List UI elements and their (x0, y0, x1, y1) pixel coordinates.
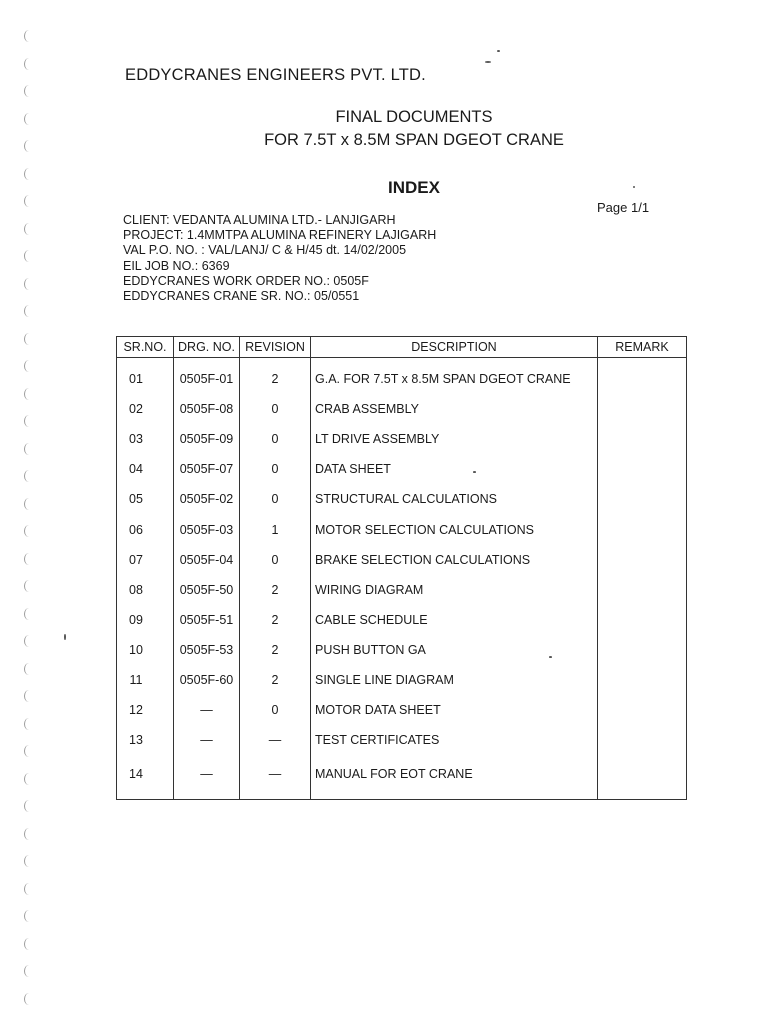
cell-remark (598, 665, 687, 695)
cell-drg-no: 0505F-01 (174, 358, 240, 395)
table-row (117, 605, 687, 635)
cell-drg-no: 0505F-53 (174, 635, 240, 665)
binding-hole-mark (24, 800, 34, 812)
page-number: Page 1/1 (597, 200, 650, 215)
document-index-table (116, 336, 687, 800)
cell-revision: 2 (240, 635, 311, 665)
cell-description: SINGLE LINE DIAGRAM (311, 665, 598, 695)
cell-remark (598, 514, 687, 544)
binding-hole-mark (24, 58, 34, 70)
cell-remark (598, 424, 687, 454)
project-line: PROJECT: 1.4MMTPA ALUMINA REFINERY LAJIGARH (123, 228, 437, 243)
cell-revision: 0 (240, 545, 311, 575)
cell-drg-no: 0505F-08 (174, 394, 240, 424)
binding-hole-mark (24, 250, 34, 262)
header-drg-no: DRG. NO. (174, 337, 240, 358)
binding-hole-mark (24, 828, 34, 840)
cell-description: CABLE SCHEDULE (311, 605, 598, 635)
binding-hole-mark (24, 85, 34, 97)
cell-remark (598, 484, 687, 514)
binding-hole-mark (24, 223, 34, 235)
table-row (117, 665, 687, 695)
cell-revision: — (240, 725, 311, 755)
binding-hole-mark (24, 938, 34, 950)
table-row (117, 755, 687, 800)
spiral-binding-marks (20, 30, 40, 1010)
binding-hole-mark (24, 773, 34, 785)
cell-revision: 2 (240, 358, 311, 395)
binding-hole-mark (24, 883, 34, 895)
work-order-line: EDDYCRANES WORK ORDER NO.: 0505F (123, 273, 369, 288)
table-row (117, 394, 687, 424)
cell-description: CRAB ASSEMBLY (311, 394, 598, 424)
cell-description: PUSH BUTTON GA (311, 635, 598, 665)
cell-sr-no: 05 (117, 484, 174, 514)
company-name: EDDYCRANES ENGINEERS PVT. LTD. (125, 66, 426, 84)
cell-remark (598, 635, 687, 665)
cell-description: G.A. FOR 7.5T x 8.5M SPAN DGEOT CRANE (311, 358, 598, 395)
cell-revision: 0 (240, 394, 311, 424)
project-info-block (123, 213, 436, 304)
cell-revision: 0 (240, 424, 311, 454)
binding-hole-mark (24, 965, 34, 977)
cell-remark (598, 725, 687, 755)
table-row (117, 358, 687, 395)
binding-hole-mark (24, 580, 34, 592)
cell-revision: 0 (240, 454, 311, 484)
scan-speck (497, 50, 500, 52)
cell-description: WIRING DIAGRAM (311, 575, 598, 605)
cell-sr-no: 10 (117, 635, 174, 665)
binding-hole-mark (24, 745, 34, 757)
table-row (117, 454, 687, 484)
cell-sr-no: 11 (117, 665, 174, 695)
cell-sr-no: 06 (117, 514, 174, 544)
binding-hole-mark (24, 910, 34, 922)
cell-remark (598, 755, 687, 800)
table-row (117, 484, 687, 514)
cell-revision: 0 (240, 695, 311, 725)
cell-sr-no: 03 (117, 424, 174, 454)
cell-sr-no: 02 (117, 394, 174, 424)
eil-job-line: EIL JOB NO.: 6369 (123, 258, 230, 273)
binding-hole-mark (24, 608, 34, 620)
cell-drg-no: 0505F-60 (174, 665, 240, 695)
table-row (117, 695, 687, 725)
scan-speck (473, 471, 476, 473)
binding-hole-mark (24, 718, 34, 730)
cell-drg-no: — (174, 755, 240, 800)
cell-sr-no: 01 (117, 358, 174, 395)
header-description: DESCRIPTION (311, 337, 598, 358)
cell-description: DATA SHEET (311, 454, 598, 484)
header-sr-no: SR.NO. (117, 337, 174, 358)
cell-remark (598, 575, 687, 605)
cell-drg-no: 0505F-50 (174, 575, 240, 605)
cell-remark (598, 545, 687, 575)
binding-hole-mark (24, 553, 34, 565)
cell-sr-no: 13 (117, 725, 174, 755)
cell-remark (598, 695, 687, 725)
cell-drg-no: — (174, 725, 240, 755)
cell-sr-no: 07 (117, 545, 174, 575)
cell-revision: 1 (240, 514, 311, 544)
binding-hole-mark (24, 415, 34, 427)
cell-remark (598, 454, 687, 484)
scan-speck (485, 61, 491, 63)
cell-remark (598, 605, 687, 635)
client-line: CLIENT: VEDANTA ALUMINA LTD.- LANJIGARH (123, 213, 396, 227)
binding-hole-mark (24, 305, 34, 317)
cell-drg-no: — (174, 695, 240, 725)
cell-revision: 2 (240, 605, 311, 635)
index-heading: INDEX (388, 178, 440, 197)
table-row (117, 575, 687, 605)
po-line: VAL P.O. NO. : VAL/LANJ/ C & H/45 dt. 14/02/2005 (123, 243, 407, 258)
cell-sr-no: 08 (117, 575, 174, 605)
table-row (117, 635, 687, 665)
cell-description: BRAKE SELECTION CALCULATIONS (311, 545, 598, 575)
binding-hole-mark (24, 470, 34, 482)
binding-hole-mark (24, 635, 34, 647)
cell-drg-no: 0505F-07 (174, 454, 240, 484)
header-revision: REVISION (240, 337, 311, 358)
binding-hole-mark (24, 443, 34, 455)
table-row (117, 424, 687, 454)
binding-hole-mark (24, 663, 34, 675)
table-row (117, 514, 687, 544)
cell-revision: 2 (240, 665, 311, 695)
cell-description: STRUCTURAL CALCULATIONS (311, 484, 598, 514)
cell-drg-no: 0505F-02 (174, 484, 240, 514)
binding-hole-mark (24, 360, 34, 372)
cell-remark (598, 394, 687, 424)
cell-drg-no: 0505F-03 (174, 514, 240, 544)
cell-description: TEST CERTIFICATES (311, 725, 598, 755)
binding-hole-mark (24, 498, 34, 510)
cell-revision: — (240, 755, 311, 800)
table-body (117, 358, 687, 800)
table-row (117, 725, 687, 755)
crane-sr-line: EDDYCRANES CRANE SR. NO.: 05/0551 (123, 289, 360, 304)
document-title-line-1: FINAL DOCUMENTS (335, 108, 493, 126)
cell-revision: 2 (240, 575, 311, 605)
binding-hole-mark (24, 525, 34, 537)
cell-sr-no: 12 (117, 695, 174, 725)
table-row (117, 545, 687, 575)
cell-drg-no: 0505F-09 (174, 424, 240, 454)
scan-speck (64, 634, 66, 640)
binding-hole-mark (24, 690, 34, 702)
binding-hole-mark (24, 993, 34, 1005)
scan-speck (633, 186, 635, 188)
cell-revision: 0 (240, 484, 311, 514)
document-title-line-2: FOR 7.5T x 8.5M SPAN DGEOT CRANE (264, 131, 564, 149)
binding-hole-mark (24, 855, 34, 867)
cell-description: MANUAL FOR EOT CRANE (311, 755, 598, 800)
cell-sr-no: 09 (117, 605, 174, 635)
binding-hole-mark (24, 333, 34, 345)
table-header-row (117, 337, 687, 358)
binding-hole-mark (24, 30, 34, 42)
cell-remark (598, 358, 687, 395)
cell-drg-no: 0505F-51 (174, 605, 240, 635)
scan-speck (549, 656, 552, 658)
cell-drg-no: 0505F-04 (174, 545, 240, 575)
binding-hole-mark (24, 278, 34, 290)
cell-description: MOTOR SELECTION CALCULATIONS (311, 514, 598, 544)
header-remark: REMARK (598, 337, 687, 358)
cell-sr-no: 14 (117, 755, 174, 800)
cell-sr-no: 04 (117, 454, 174, 484)
binding-hole-mark (24, 388, 34, 400)
cell-description: MOTOR DATA SHEET (311, 695, 598, 725)
cell-description: LT DRIVE ASSEMBLY (311, 424, 598, 454)
